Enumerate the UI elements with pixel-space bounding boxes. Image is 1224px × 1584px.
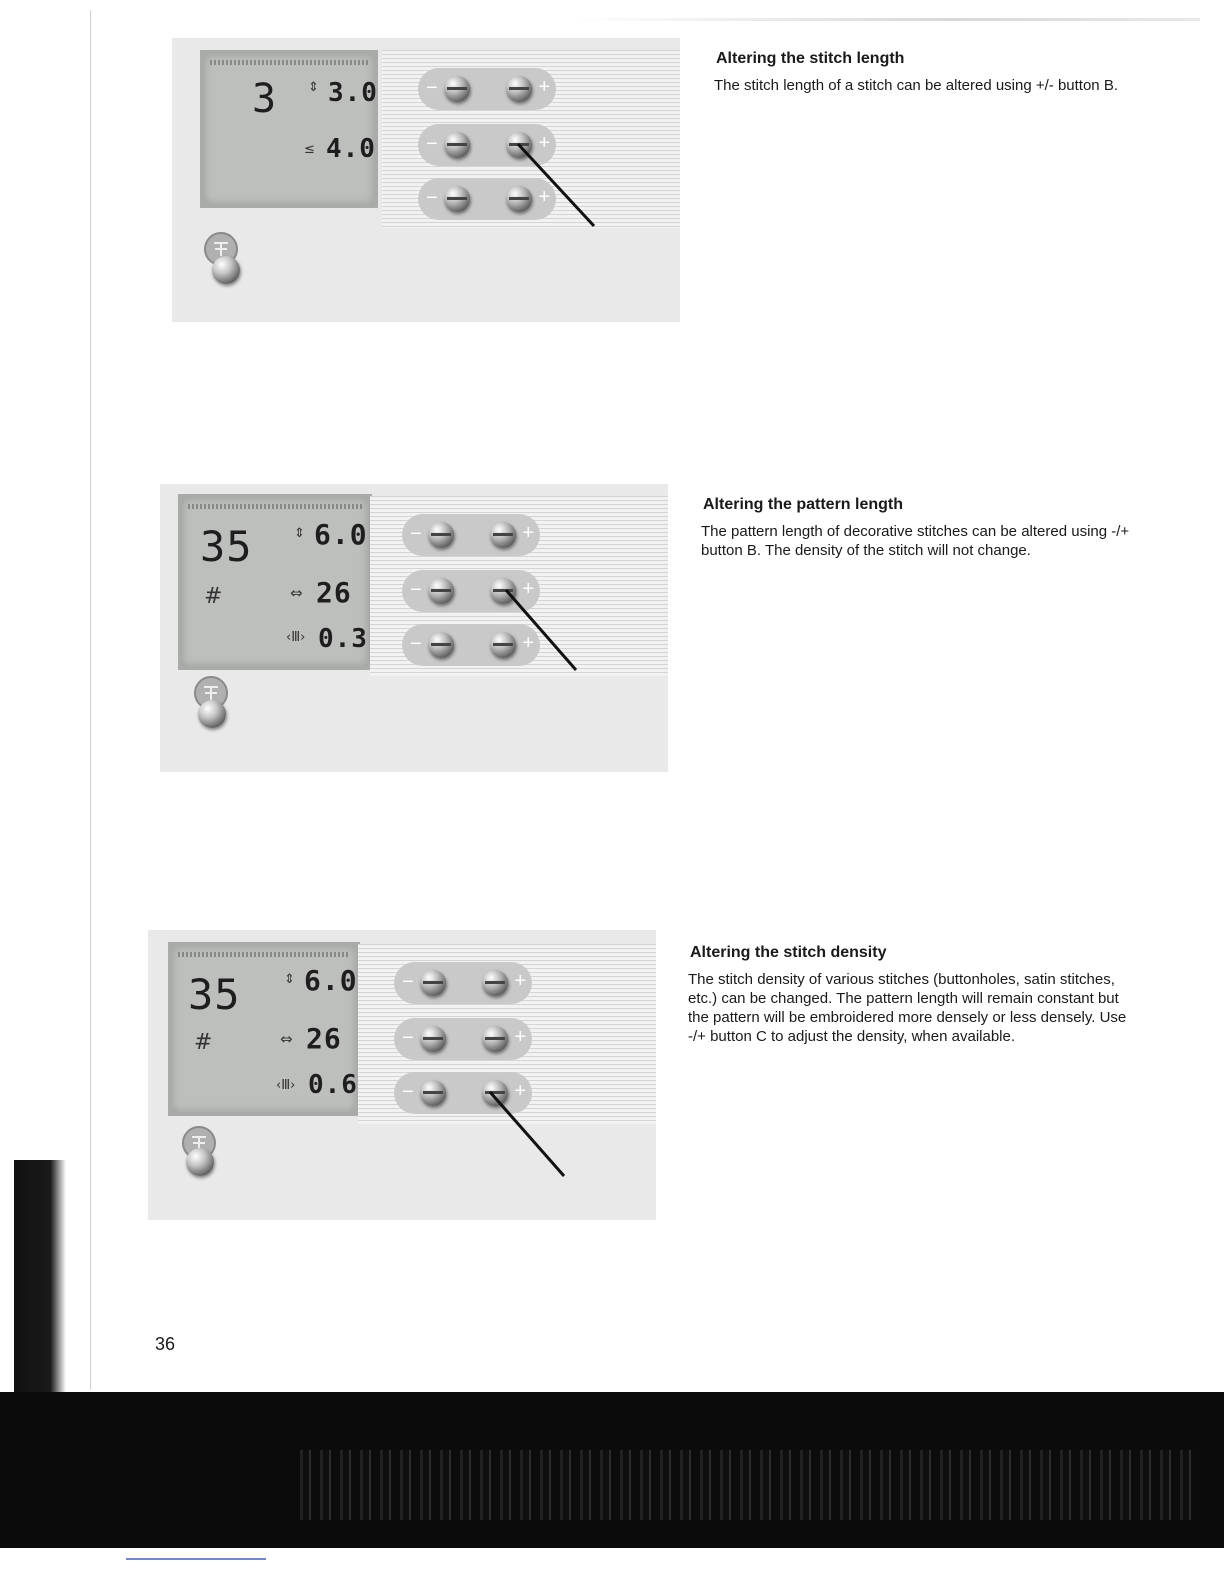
control-panel-stitch-length [172, 38, 680, 322]
minus-knob[interactable] [428, 632, 454, 658]
lcd-strip [210, 60, 368, 65]
section-body: The stitch length of a stitch can be altered using +/- button B. [714, 77, 1118, 94]
plus-label: + [522, 522, 534, 544]
minus-knob[interactable] [428, 578, 454, 604]
lcd-display [178, 494, 372, 670]
lcd-top-value: 6.0 [304, 964, 358, 997]
plus-label: + [514, 1080, 526, 1102]
minus-knob[interactable] [420, 1080, 446, 1106]
plus-knob[interactable] [506, 76, 532, 102]
plus-knob[interactable] [482, 1026, 508, 1052]
section-body: The stitch density of various stitches (buttonholes, satin stitches, etc.) can be changed. The pattern length will remain constant but the pattern will be embroidered more densely or less densely. Use -/+ button C to adjust the density, when available. [688, 971, 1127, 1045]
minus-label: − [426, 133, 438, 155]
pointer-arrow [484, 1086, 584, 1196]
minus-label: − [410, 633, 422, 655]
minus-label: − [402, 1081, 414, 1103]
section-heading: Altering the pattern length [703, 496, 903, 513]
lcd-display [200, 50, 378, 208]
stitch-length-icon: ≤ [304, 142, 315, 157]
button-a[interactable] [418, 68, 556, 110]
pattern-length-icon: ⇔ [290, 584, 303, 602]
page-number: 36 [155, 1334, 176, 1354]
stitch-select-button[interactable] [198, 700, 226, 728]
lcd-bottom-value: 0.3 [318, 624, 368, 654]
lcd-strip [178, 952, 350, 957]
minus-label: − [402, 1027, 414, 1049]
button-a[interactable] [402, 514, 540, 556]
plus-label: + [522, 632, 534, 654]
mirror-icon: # [194, 1030, 213, 1055]
bottom-margin [0, 1548, 1224, 1584]
top-rule [570, 18, 1200, 21]
minus-knob[interactable] [444, 132, 470, 158]
stitch-width-icon: ⇕ [308, 80, 319, 95]
lcd-stitch-number: 35 [188, 970, 241, 1019]
lcd-mid-value: 26 [306, 1022, 342, 1055]
density-icon: ‹Ⅲ› [286, 630, 306, 645]
control-panel-pattern-length [160, 484, 668, 772]
stitch-select-button[interactable] [212, 256, 240, 284]
button-a[interactable] [394, 962, 532, 1004]
minus-knob[interactable] [420, 970, 446, 996]
scan-shadow [14, 1160, 66, 1400]
lcd-mid-value: 4.0 [326, 134, 376, 164]
bottom-blue-line [126, 1558, 266, 1560]
stitch-select-button[interactable] [186, 1148, 214, 1176]
plus-label: + [522, 578, 534, 600]
section-body: The pattern length of decorative stitches can be altered using -/+ button B. The density of the stitch will not change. [701, 523, 1130, 559]
minus-label: − [402, 971, 414, 993]
stitch-width-icon: ⇕ [294, 526, 305, 541]
minus-knob[interactable] [420, 1026, 446, 1052]
density-icon: ‹Ⅲ› [276, 1078, 296, 1093]
minus-knob[interactable] [444, 186, 470, 212]
lcd-strip [188, 504, 362, 509]
control-panel-stitch-density [148, 930, 656, 1220]
minus-knob[interactable] [444, 76, 470, 102]
plus-label: + [538, 76, 550, 98]
lcd-bottom-value: 0.6 [308, 1070, 358, 1100]
button-b[interactable] [394, 1018, 532, 1060]
lcd-stitch-number: 35 [200, 522, 253, 571]
plus-label: + [514, 1026, 526, 1048]
scan-texture [300, 1450, 1200, 1520]
minus-label: − [410, 579, 422, 601]
lcd-display [168, 942, 360, 1116]
minus-label: − [426, 187, 438, 209]
minus-label: − [426, 77, 438, 99]
plus-label: + [538, 186, 550, 208]
plus-label: + [514, 970, 526, 992]
pointer-arrow [512, 138, 612, 248]
plus-label: + [538, 132, 550, 154]
minus-knob[interactable] [428, 522, 454, 548]
plus-knob[interactable] [490, 522, 516, 548]
mirror-icon: # [204, 584, 223, 609]
stitch-width-icon: ⇕ [284, 972, 295, 987]
lcd-mid-value: 26 [316, 576, 352, 609]
plus-knob[interactable] [482, 970, 508, 996]
lcd-top-value: 3.0 [328, 78, 378, 108]
lcd-top-value: 6.0 [314, 518, 368, 551]
page-edge [90, 10, 91, 1390]
section-heading: Altering the stitch density [690, 944, 887, 961]
section-heading: Altering the stitch length [716, 50, 905, 67]
pointer-arrow [500, 584, 600, 694]
lcd-stitch-number: 3 [252, 76, 278, 122]
minus-label: − [410, 523, 422, 545]
pattern-length-icon: ⇔ [280, 1030, 293, 1048]
